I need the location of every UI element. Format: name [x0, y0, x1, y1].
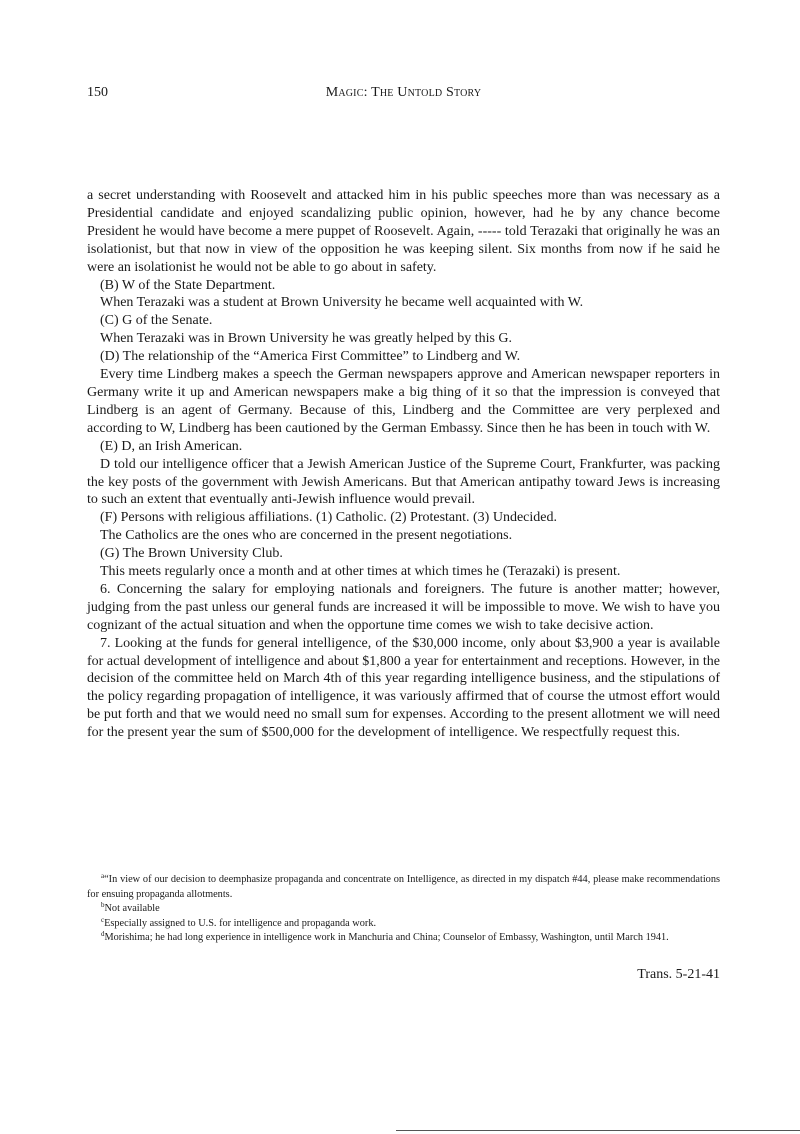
footnote	[87, 873, 720, 902]
footnote-mark: c	[101, 915, 105, 924]
paragraph: D told our intelligence officer that a Jewish American Justice of the Supreme Court, Frankfurter, was packing the key posts of the government with Jewish Americans. But that American antipathy toward Jews is increasing to such an extent that eventually anti-Jewish influence would prevail.	[87, 456, 720, 508]
footnote-text: Morishima; he had long experience in intelligence work in Manchuria and China; Counselor of Embassy, Washington, until March 1941.	[104, 932, 669, 944]
paragraph: The Catholics are the ones who are concerned in the present negotiations.	[100, 528, 513, 544]
body-text	[87, 187, 720, 742]
paragraph: When Terazaki was a student at Brown University he became well acquainted with W.	[100, 295, 584, 311]
footnote	[87, 931, 720, 946]
bottom-rule	[396, 1130, 800, 1131]
footnote-mark: d	[101, 930, 105, 939]
footnote-text: “In view of our decision to deemphasize propaganda and concentrate on Intelligence, as directed in my dispatch #44, please make recommendations for ensuing propaganda allotments.	[87, 874, 720, 900]
paragraph: 6. Concerning the salary for employing nationals and foreigners. The future is another matter; however, judging from the past unless our general funds are increased it will be impossible to move. We wish to have you cognizant of the actual situation and when the opportune time comes we wish to take decisive action.	[87, 581, 720, 633]
paragraph: (G) The Brown University Club.	[100, 546, 283, 562]
footnotes	[87, 873, 720, 946]
footnote	[87, 902, 720, 917]
paragraph: 7. Looking at the funds for general intelligence, of the $30,000 income, only about $3,900 a year is available for actual development of intelligence and about $1,800 a year for entertainment and receptions. However, in the decision of the committee held on March 4th of this year regarding intelligence business, and the stipulations of the policy regarding propagation of intelligence, it was variously affirmed that of course the utmost effort would be put forth and that we would need no small sum for expenses. According to the present allotment we will need for the present year the sum of $500,000 for the development of intelligence. We respectfully request this.	[87, 635, 720, 741]
paragraph: When Terazaki was in Brown University he was greatly helped by this G.	[100, 331, 513, 347]
translation-date: Trans. 5-21-41	[637, 967, 720, 982]
footnote-text: Not available	[104, 903, 160, 915]
paragraph: (D) The relationship of the “America First Committee” to Lindberg and W.	[100, 349, 521, 365]
paragraph: (C) G of the Senate.	[100, 313, 213, 329]
page-number: 150	[87, 85, 108, 100]
footnote-text: Especially assigned to U.S. for intelligence and propaganda work.	[104, 917, 377, 929]
paragraph: Every time Lindberg makes a speech the German newspapers approve and American newspaper reporters in Germany write it up and American newspapers make a big thing of it so that the impression is conveyed that Lindberg is an agent of Germany. Because of this, Lindberg and the Committee are very perplexed and according to W, Lindberg has been cautioned by the German Embassy. Since then he has been in touch with W.	[87, 367, 720, 436]
paragraph: This meets regularly once a month and at other times at which times he (Terazaki) is present.	[100, 564, 621, 580]
footnote	[87, 917, 720, 932]
paragraph: a secret understanding with Roosevelt and attacked him in his public speeches more than was necessary as a Presidential candidate and enjoyed scandalizing public opinion, however, had he by any chance become President he would have become a mere puppet of Roosevelt. Again, ----- told Terazaki that originally he was an isolationist, but that now in view of the opposition he was keeping silent. Six months from now if he said he were an isolationist he would not be able to go about in safety.	[87, 188, 720, 275]
paragraph: (F) Persons with religious affiliations. (1) Catholic. (2) Protestant. (3) Undecided.	[100, 510, 557, 526]
footnote-mark: b	[101, 901, 105, 910]
paragraph: (E) D, an Irish American.	[100, 438, 243, 454]
paragraph: (B) W of the State Department.	[100, 277, 276, 293]
footnote-mark: a	[101, 872, 105, 880]
running-title: Magic: The Untold Story	[325, 85, 482, 100]
